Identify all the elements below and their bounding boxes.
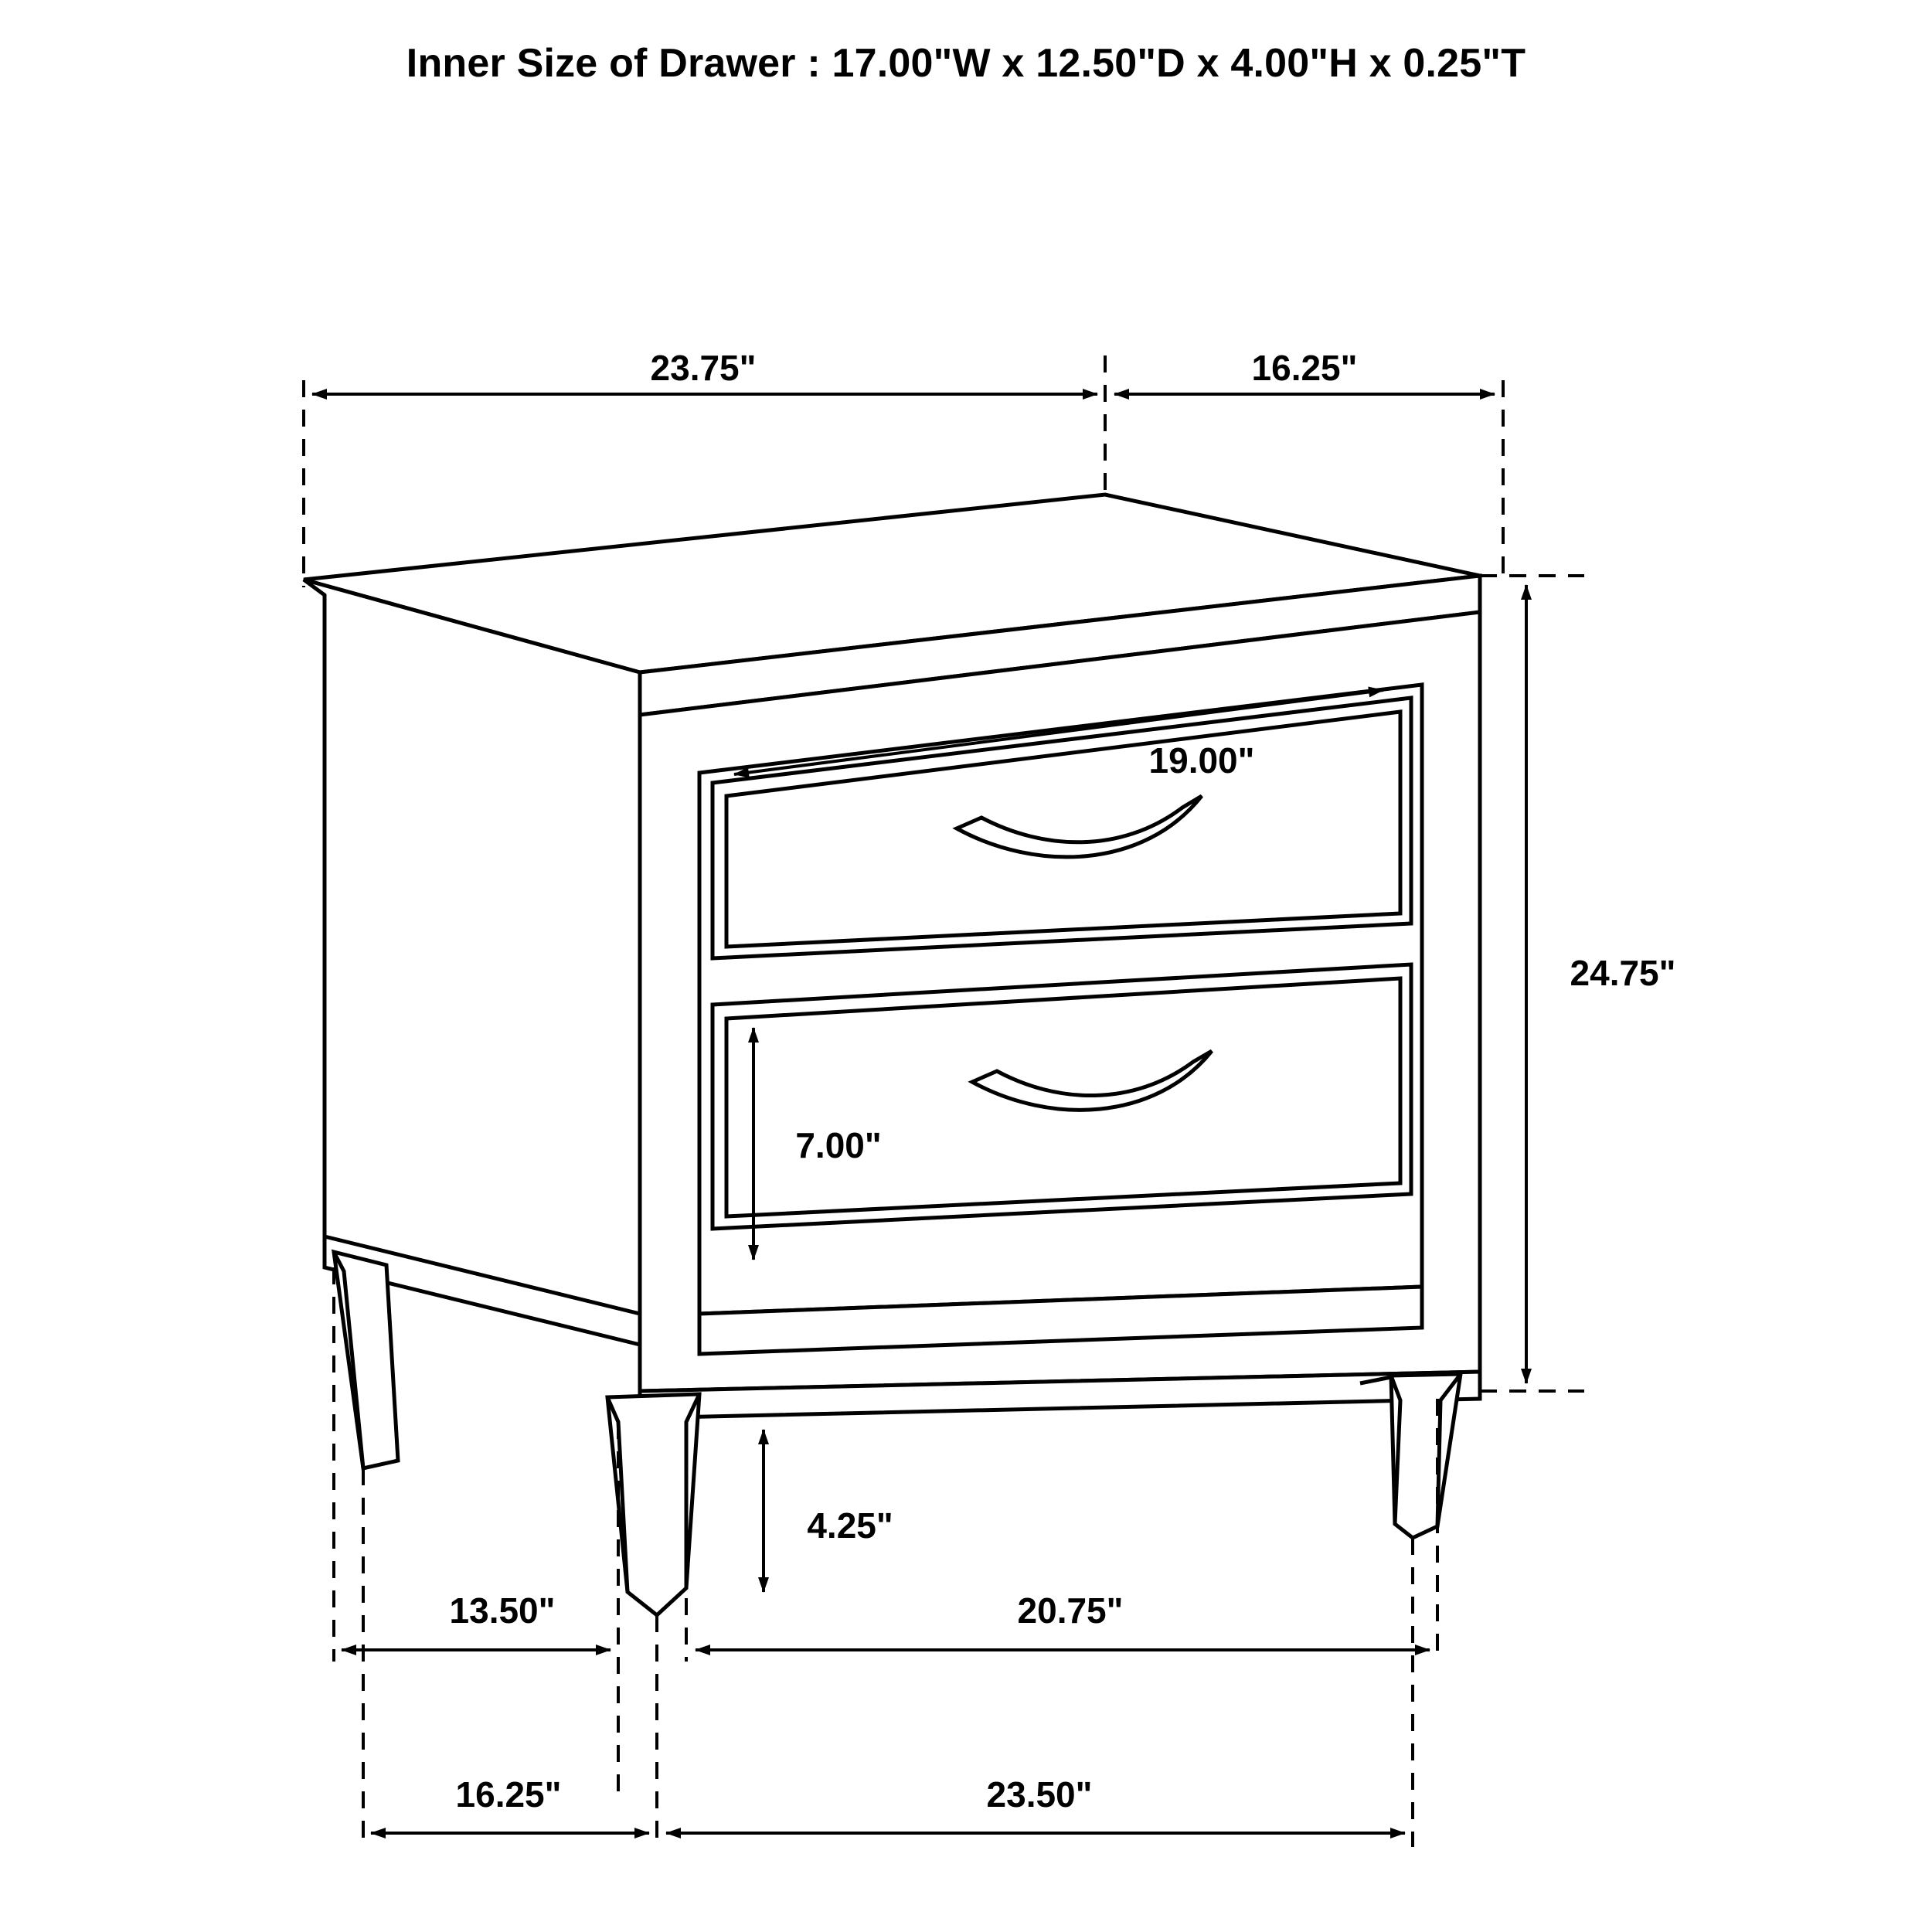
label-base-front-width: 20.75" [1017,1590,1124,1631]
label-footprint-side-depth: 16.25" [455,1774,562,1815]
label-leg-height: 4.25" [807,1505,893,1546]
leg-rear-left [334,1252,398,1468]
label-drawer-inner-width: 19.00" [1148,740,1255,781]
label-top-side-depth: 16.25" [1251,348,1358,388]
cabinet-left-side-panel [304,580,640,1345]
label-base-side-depth: 13.50" [449,1590,556,1631]
label-overall-height: 24.75" [1570,953,1676,993]
page-title: Inner Size of Drawer : 17.00"W x 12.50"D x 4.00"H x 0.25"T [406,41,1526,86]
label-top-front-width: 23.75" [650,348,757,388]
label-lower-drawer-height: 7.00" [795,1125,882,1165]
label-footprint-front-width: 23.50" [986,1774,1093,1815]
leg-front-right [1391,1374,1461,1538]
